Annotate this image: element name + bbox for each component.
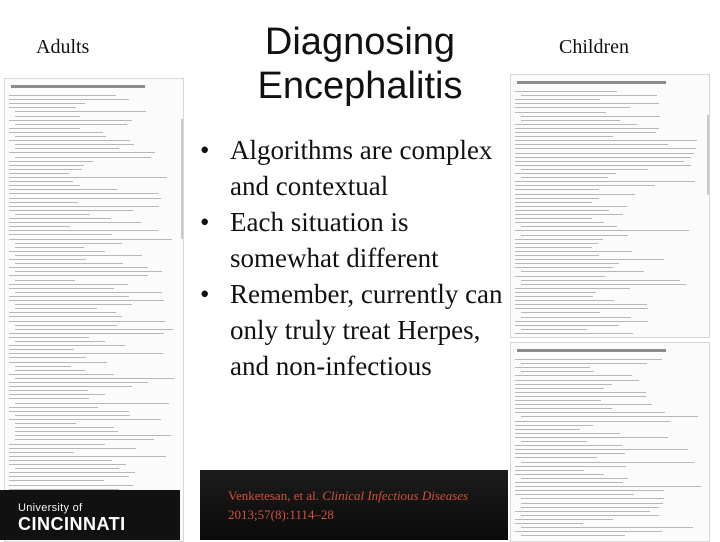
document-text-line	[515, 412, 665, 413]
document-text-line	[9, 333, 164, 334]
document-text-line	[9, 357, 86, 358]
citation-authors: Venketesan, et al.	[228, 488, 319, 503]
document-text-line	[15, 431, 118, 432]
document-text-line	[9, 382, 148, 383]
document-text-line	[515, 408, 612, 409]
document-text-line	[515, 523, 583, 524]
document-text-line	[521, 235, 628, 236]
document-text-line	[9, 165, 84, 166]
document-text-line	[15, 366, 71, 367]
document-text-line	[515, 267, 613, 268]
document-text-line	[515, 457, 597, 458]
document-text-line	[515, 148, 696, 149]
document-text-line	[9, 288, 114, 289]
document-text-line	[515, 433, 620, 434]
document-text-line	[15, 111, 146, 112]
document-text-line	[9, 444, 105, 445]
document-text-line	[15, 263, 123, 264]
document-text-line	[515, 189, 599, 190]
document-text-line	[9, 345, 125, 346]
document-text-line	[515, 445, 622, 446]
document-text-line	[9, 230, 158, 231]
document-text-line	[515, 380, 639, 381]
document-text-line	[15, 403, 169, 404]
document-text-line	[9, 448, 136, 449]
document-text-line	[9, 362, 107, 363]
children-algorithm-document-top	[510, 74, 710, 338]
citation-journal: Clinical Infectious Diseases	[322, 488, 469, 503]
document-text-line	[9, 173, 69, 174]
document-text-line	[9, 394, 105, 395]
document-text-line	[515, 124, 637, 125]
document-text-line	[15, 427, 114, 428]
document-text-line	[515, 243, 598, 244]
document-text-line	[515, 296, 593, 297]
document-text-line	[521, 271, 644, 272]
document-text-line	[9, 222, 141, 223]
document-text-line	[9, 198, 161, 199]
document-text-line	[9, 177, 167, 178]
document-text-line	[15, 439, 154, 440]
document-text-line	[515, 247, 592, 248]
children-label: Children	[559, 36, 629, 58]
document-text-line	[9, 193, 158, 194]
document-text-line	[515, 466, 626, 467]
document-text-line	[521, 95, 657, 96]
document-text-line	[9, 206, 159, 207]
document-text-line	[9, 300, 164, 301]
document-text-line	[515, 161, 684, 162]
document-text-line	[521, 535, 625, 536]
document-text-line	[515, 429, 580, 430]
bullet-item: • Algorithms are complex and contextual	[200, 132, 510, 204]
document-text-line	[515, 511, 650, 512]
document-text-line	[515, 181, 695, 182]
children-algorithm-document-bottom	[510, 342, 710, 542]
document-text-line	[515, 325, 619, 326]
document-text-line	[15, 370, 85, 371]
document-text-line	[515, 490, 664, 491]
document-text-line	[9, 456, 166, 457]
document-text-line	[515, 99, 600, 100]
document-text-line	[9, 95, 116, 96]
document-text-line	[515, 474, 604, 475]
document-text-line	[515, 144, 668, 145]
document-text-line	[9, 337, 89, 338]
document-text-line	[521, 120, 620, 121]
document-text-line	[15, 325, 117, 326]
document-text-line	[515, 185, 655, 186]
document-text-line	[515, 140, 697, 141]
document-text-line	[521, 507, 659, 508]
document-text-line	[9, 140, 130, 141]
document-text-line	[9, 476, 129, 477]
document-text-line	[515, 519, 613, 520]
document-text-line	[515, 531, 662, 532]
document-text-line	[15, 435, 171, 436]
document-text-line	[515, 132, 656, 133]
document-text-line	[9, 99, 129, 100]
document-text-line	[515, 453, 625, 454]
document-text-line	[15, 116, 80, 117]
document-text-line	[515, 359, 662, 360]
document-text-line	[15, 144, 134, 145]
document-text-line	[521, 280, 680, 281]
document-text-line	[9, 234, 112, 235]
document-text-line	[521, 317, 631, 318]
document-text-line	[515, 103, 659, 104]
document-text-line	[521, 498, 664, 499]
document-text-line	[9, 460, 112, 461]
document-text-line	[515, 308, 648, 309]
document-text-line	[515, 222, 604, 223]
document-text-line	[9, 390, 88, 391]
document-text-line	[9, 152, 155, 153]
document-text-line	[9, 485, 133, 486]
document-text-line	[515, 292, 596, 293]
document-text-line	[521, 441, 587, 442]
document-text-line	[521, 169, 648, 170]
document-text-line	[9, 185, 80, 186]
document-text-line	[9, 284, 128, 285]
document-text-line	[515, 218, 592, 219]
document-text-line	[15, 308, 97, 309]
document-text-line	[9, 464, 126, 465]
document-text-line	[521, 503, 663, 504]
document-text-line	[521, 363, 647, 364]
document-text-line	[9, 132, 103, 133]
document-text-line	[521, 116, 660, 117]
document-text-line	[515, 128, 659, 129]
document-text-line	[15, 280, 75, 281]
document-text-line	[521, 284, 686, 285]
document-heading-line	[11, 85, 145, 88]
document-text-line	[9, 202, 78, 203]
document-text-line	[515, 206, 627, 207]
document-text-line	[515, 449, 688, 450]
document-text-line	[521, 515, 659, 516]
document-text-line	[515, 367, 590, 368]
logo-line-1: University of	[18, 502, 83, 514]
document-text-line	[515, 482, 623, 483]
document-text-line	[15, 378, 174, 379]
document-text-line	[9, 226, 70, 227]
document-text-line	[515, 202, 592, 203]
citation-details: 2013;57(8):1114–28	[228, 507, 334, 522]
document-text-line	[9, 296, 129, 297]
document-text-line	[515, 255, 599, 256]
document-text-line	[9, 251, 105, 252]
document-text-line	[521, 226, 617, 227]
document-text-line	[515, 304, 647, 305]
adults-label: Adults	[36, 36, 90, 58]
document-text-line	[515, 251, 632, 252]
document-text-line	[9, 353, 163, 354]
document-text-line	[515, 470, 584, 471]
document-text-line	[515, 384, 612, 385]
document-text-line	[521, 416, 698, 417]
document-text-line	[9, 374, 114, 375]
document-text-line	[521, 371, 594, 372]
document-text-line	[9, 398, 89, 399]
document-text-line	[515, 300, 614, 301]
document-text-line	[9, 239, 172, 240]
document-text-line	[515, 486, 701, 487]
document-text-line	[9, 267, 148, 268]
document-text-line	[515, 276, 605, 277]
document-text-line	[15, 423, 76, 424]
document-text-line	[515, 396, 646, 397]
slide-title: Diagnosing Encephalitis	[257, 21, 463, 107]
document-text-line	[9, 103, 85, 104]
document-text-line	[9, 161, 93, 162]
document-text-line	[9, 452, 74, 453]
document-text-line	[515, 259, 664, 260]
document-heading-line	[517, 81, 666, 84]
document-text-line	[515, 214, 623, 215]
document-text-line	[15, 136, 106, 137]
bullet-list	[200, 132, 510, 384]
document-text-line	[9, 107, 76, 108]
document-text-line	[515, 321, 648, 322]
document-text-line	[15, 148, 119, 149]
document-text-line	[521, 312, 600, 313]
document-text-line	[521, 462, 694, 463]
document-text-line	[521, 177, 608, 178]
document-text-line	[515, 210, 609, 211]
document-text-line	[515, 198, 599, 199]
bullet-item: • Each situation is somewhat different	[200, 204, 510, 276]
document-text-line	[515, 494, 634, 495]
document-text-line	[515, 165, 691, 166]
document-text-line	[15, 243, 122, 244]
document-text-line	[515, 112, 606, 113]
document-text-line	[9, 218, 111, 219]
document-text-line	[9, 349, 74, 350]
document-text-line	[515, 425, 593, 426]
document-text-line	[9, 169, 82, 170]
document-text-line	[9, 480, 104, 481]
document-text-line	[515, 194, 635, 195]
document-text-line	[515, 392, 646, 393]
document-text-line	[515, 136, 613, 137]
document-text-line	[9, 472, 135, 473]
adults-algorithm-document	[4, 78, 184, 542]
document-text-line	[9, 419, 161, 420]
document-text-line	[15, 341, 105, 342]
document-text-line	[9, 259, 86, 260]
document-text-line	[515, 421, 670, 422]
document-text-line	[515, 404, 652, 405]
document-text-line	[15, 468, 119, 469]
document-text-line	[15, 255, 142, 256]
document-text-line	[515, 173, 616, 174]
document-text-line	[15, 415, 130, 416]
document-text-line	[15, 329, 173, 330]
document-text-line	[515, 239, 603, 240]
document-text-line	[515, 288, 630, 289]
document-text-line	[9, 312, 116, 313]
document-text-line	[515, 230, 689, 231]
document-text-line	[515, 107, 630, 108]
document-heading-line	[517, 349, 666, 352]
document-text-line	[515, 263, 619, 264]
document-text-line	[15, 271, 162, 272]
logo-line-2: CINCINNATI	[18, 514, 126, 534]
document-text-line	[515, 91, 617, 92]
document-text-line	[521, 478, 628, 479]
document-text-line	[9, 128, 80, 129]
document-text-line	[515, 333, 633, 334]
document-text-line	[15, 304, 132, 305]
document-text-line	[9, 407, 98, 408]
document-text-line	[9, 275, 148, 276]
document-text-line	[9, 386, 132, 387]
document-text-line	[515, 388, 604, 389]
document-text-line	[9, 316, 122, 317]
document-text-line	[9, 189, 117, 190]
document-text-line	[9, 210, 133, 211]
document-text-line	[9, 411, 129, 412]
document-text-line	[15, 157, 151, 158]
document-text-line	[15, 214, 90, 215]
document-text-line	[521, 329, 587, 330]
document-text-line	[15, 247, 84, 248]
document-text-line	[9, 181, 73, 182]
document-text-line	[515, 157, 691, 158]
document-text-line	[515, 400, 601, 401]
document-text-line	[515, 437, 668, 438]
citation	[228, 486, 498, 524]
document-text-line	[9, 120, 132, 121]
document-text-line	[521, 527, 693, 528]
document-text-line	[9, 321, 165, 322]
document-text-line	[15, 292, 162, 293]
document-text-line	[515, 153, 694, 154]
document-text-line	[515, 375, 632, 376]
bullet-item: • Remember, currently can only truly treat Herpes, and non-infectious	[200, 276, 510, 384]
document-text-line	[15, 124, 127, 125]
